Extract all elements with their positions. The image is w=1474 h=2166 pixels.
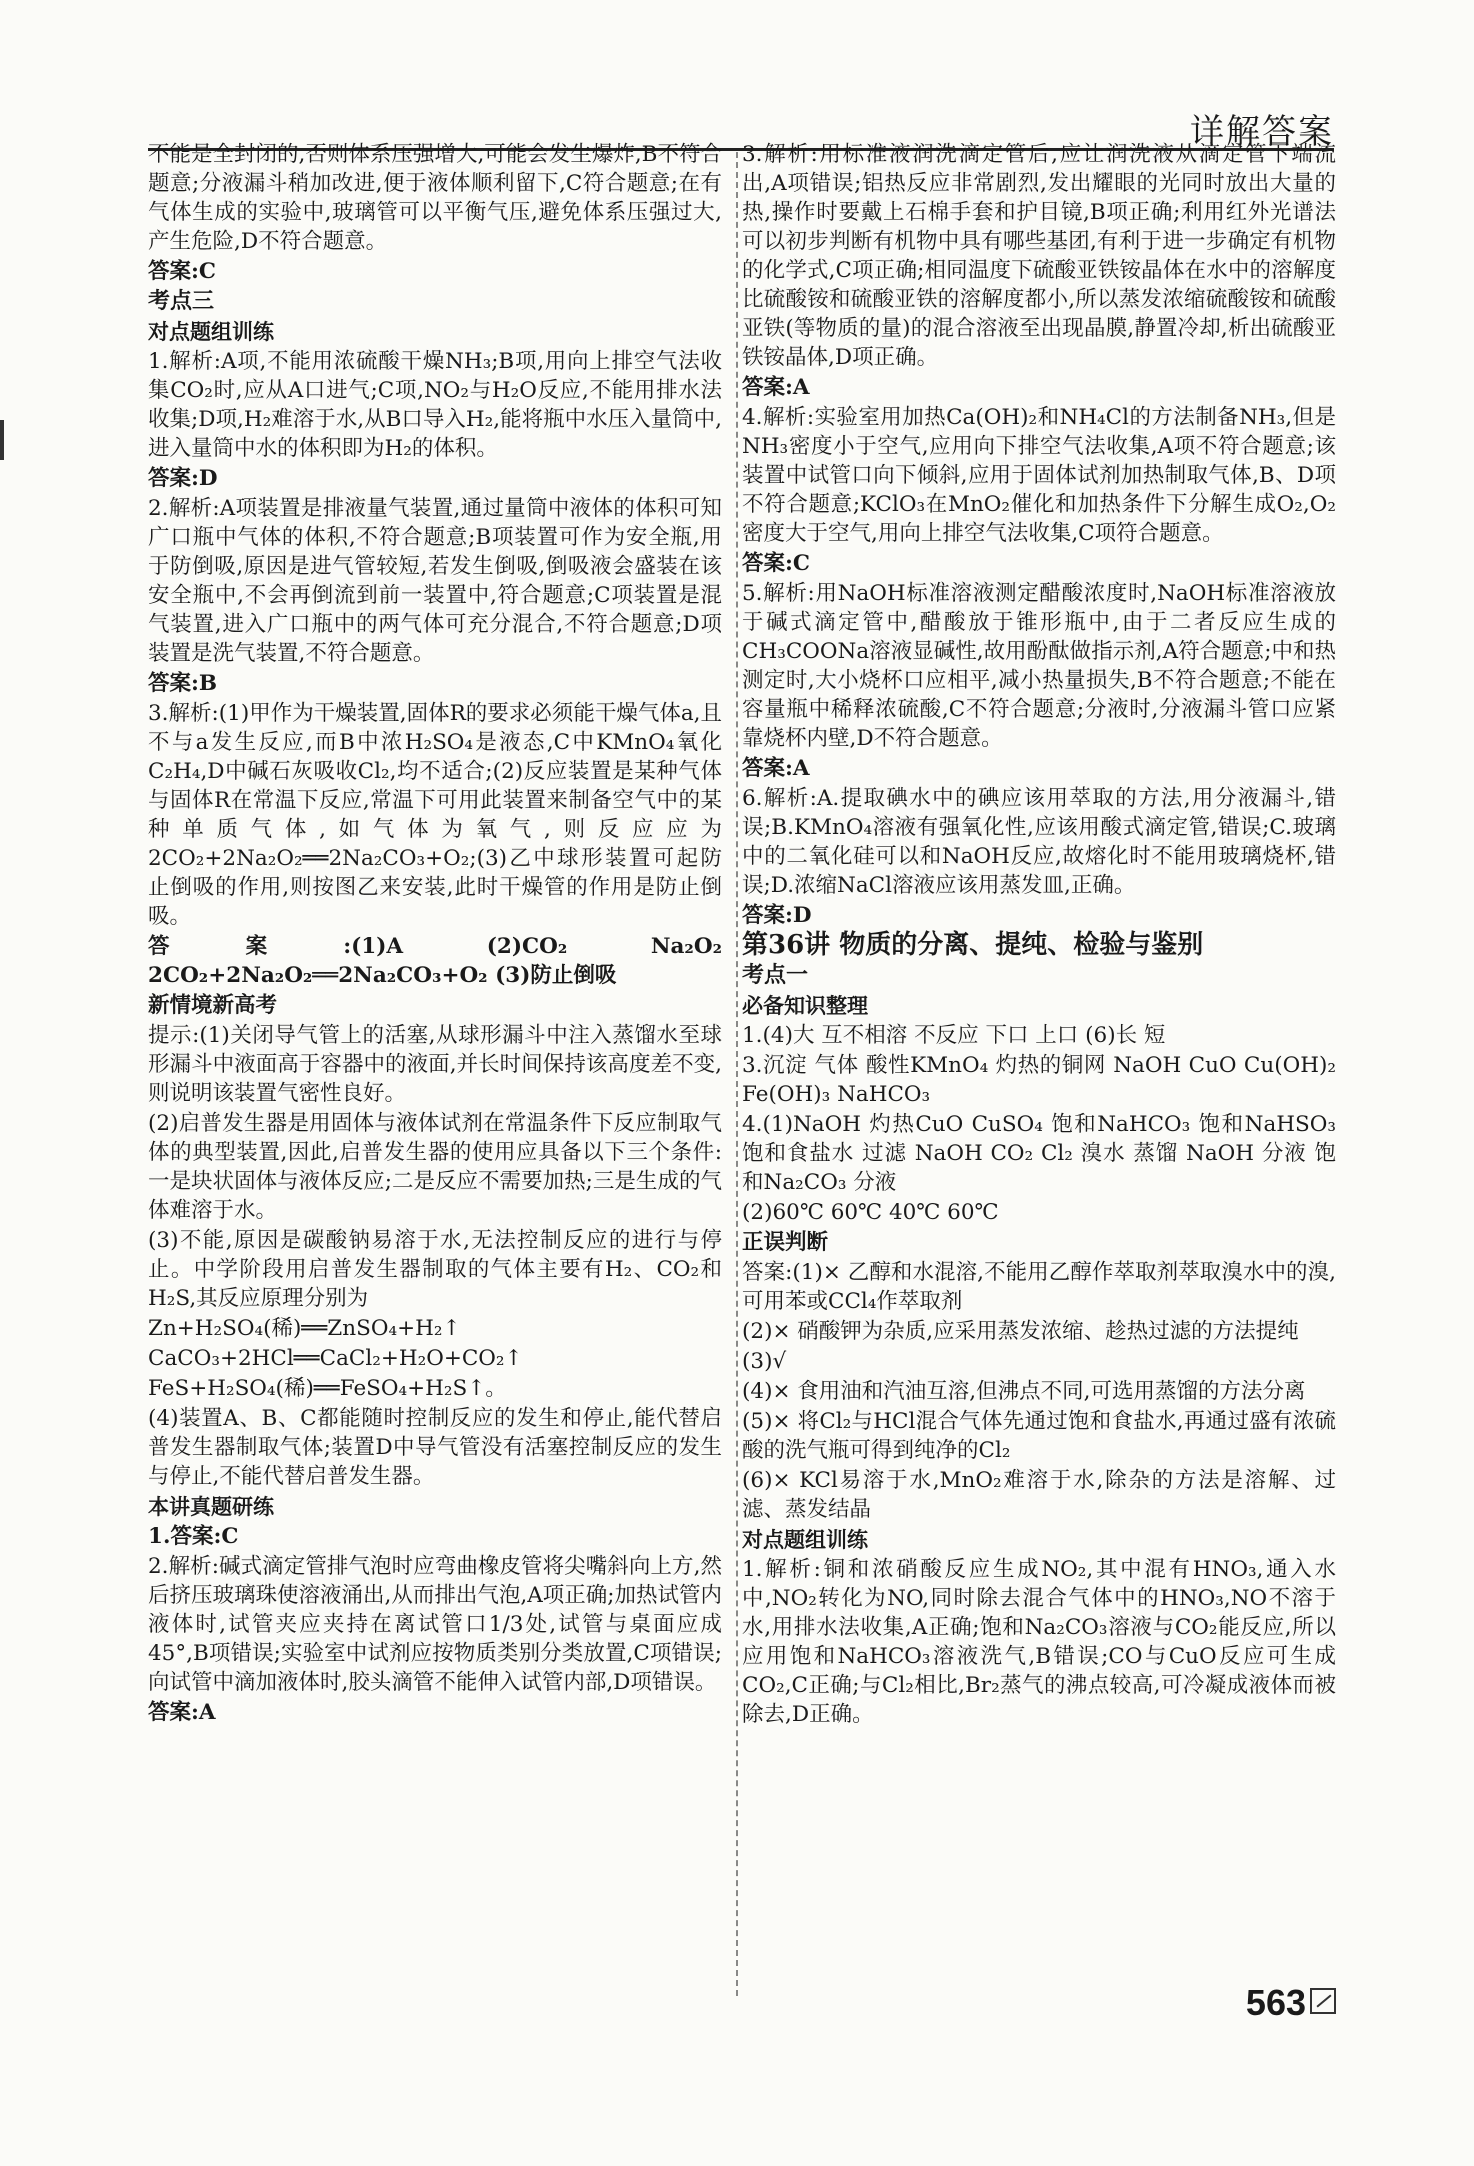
section-heading: 考点一	[742, 962, 809, 988]
paragraph: (2)60℃ 60℃ 40℃ 60℃	[742, 1200, 999, 1225]
subsection-heading: 对点题组训练	[742, 1527, 868, 1552]
paragraph: (5)× 将Cl₂与HCl混合气体先通过饱和食盐水,再通过盛有浓硫酸的洗气瓶可得到纯净的Cl₂	[742, 1409, 1336, 1463]
paragraph: 4.(1)NaOH 灼热CuO CuSO₄ 饱和NaHCO₃ 饱和NaHSO₃ 饱和食盐水 过滤 NaOH CO₂ Cl₂ 溴水 蒸馏 NaOH 分液 饱和Na₂CO₃ 分液	[742, 1112, 1336, 1195]
paragraph: Zn+H₂SO₄(稀)══ZnSO₄+H₂↑	[148, 1316, 461, 1341]
paragraph: FeS+H₂SO₄(稀)══FeSO₄+H₂S↑。	[148, 1376, 507, 1401]
paragraph: 3.解析:用标准液润洗滴定管后,应让润洗液从滴定管下端流出,A项错误;铝热反应非常剧烈,发出耀眼的光同时放出大量的热,操作时要戴上石棉手套和护目镜,B项正确;利用红外光谱法可以初步判断有机物中具有哪些基团,有利于进一步确定有机物的化学式,C项正确;相同温度下硫酸亚铁铵晶体在水中的溶解度比硫酸铵和硫酸亚铁的溶解度都小,所以蒸发浓缩硫酸铵和硫酸亚铁(等物质的量)的混合溶液至出现晶膜,静置冷却,析出硫酸亚铁铵晶体,D项正确。	[742, 142, 1336, 370]
lecture-title: 第36讲 物质的分离、提纯、检验与鉴别	[742, 930, 1204, 960]
paragraph: 1.(4)大 互不相溶 不反应 下口 上口 (6)长 短	[742, 1023, 1166, 1048]
paragraph: 3.解析:(1)甲作为干燥装置,固体R的要求必须能干燥气体a,且不与a发生反应,而B中浓H₂SO₄是液态,C中KMnO₄氧化C₂H₄,D中碱石灰吸收Cl₂,均不适合;(2)反应装置是某种气体与固体R在常温下反应,常温下可用此装置来制备空气中的某种单质气体,如气体为氧气,则反应应为2CO₂+2Na₂O₂══2Na₂CO₃+O₂;(3)乙中球形装置可起防止倒吸的作用,则按图乙来安装,此时干燥管的作用是防止倒吸。	[148, 701, 722, 929]
paragraph: (2)启普发生器是用固体与液体试剂在常温条件下反应制取气体的典型装置,因此,启普发生器的使用应具备以下三个条件:一是块状固体与液体反应;二是反应不需要加热;三是生成的气体难溶于水。	[148, 1111, 722, 1223]
paragraph: 4.解析:实验室用加热Ca(OH)₂和NH₄Cl的方法制备NH₃,但是NH₃密度小于空气,应用向下排空气法收集,A项不符合题意;该装置中试管口向下倾斜,应用于固体试剂加热制取气体,B、D项不符合题意;KClO₃在MnO₂催化和加热条件下分解生成O₂,O₂密度大于空气,用向上排空气法收集,C项符合题意。	[742, 405, 1336, 546]
edge-mark	[0, 420, 4, 460]
answer-line: 答案:A	[742, 375, 810, 400]
answer-line: 答案:B	[148, 671, 218, 696]
page-header-title: 详解答案	[1190, 112, 1334, 152]
answer-line: 答案:D	[742, 903, 812, 928]
paragraph: (2)× 硝酸钾为杂质,应采用蒸发浓缩、趁热过滤的方法提纯	[742, 1319, 1299, 1344]
paragraph: 2.解析:A项装置是排液量气装置,通过量筒中液体的体积可知广口瓶中气体的体积,不符合题意;B项装置可作为安全瓶,用于防倒吸,原因是进气管较短,若发生倒吸,倒吸液会盛装在该安全瓶中,不会再倒流到前一装置中,符合题意;C项装置是混气装置,进入广口瓶中的两气体可充分混合,不符合题意;D项装置是洗气装置,不符合题意。	[148, 496, 722, 666]
paragraph: 3.沉淀 气体 酸性KMnO₄ 灼热的铜网 NaOH CuO Cu(OH)₂ Fe(OH)₃ NaHCO₃	[742, 1053, 1336, 1107]
paragraph: 2.解析:碱式滴定管排气泡时应弯曲橡皮管将尖嘴斜向上方,然后挤压玻璃珠使溶液涌出,从而排出气泡,A项正确;加热试管内液体时,试管夹应夹持在离试管口1/3处,试管与桌面应成45°,B项错误;实验室中试剂应按物质类别分类放置,C项错误;向试管中滴加液体时,胶头滴管不能伸入试管内部,D项错误。	[148, 1554, 722, 1695]
paragraph: CaCO₃+2HCl══CaCl₂+H₂O+CO₂↑	[148, 1346, 523, 1371]
paragraph: 不能是全封闭的,否则体系压强增大,可能会发生爆炸,B不符合题意;分液漏斗稍加改进,便于液体顺利留下,C符合题意;在有气体生成的实验中,玻璃管可以平衡气压,避免体系压强过大,产生危险,D不符合题意。	[148, 142, 722, 254]
page-number: 563	[1245, 1982, 1306, 2023]
paragraph: (3)√	[742, 1349, 787, 1374]
paragraph: 提示:(1)关闭导气管上的活塞,从球形漏斗中注入蒸馏水至球形漏斗中液面高于容器中的液面,并长时间保持该高度差不变,则说明该装置气密性良好。	[148, 1023, 722, 1106]
paragraph: 答案:(1)× 乙醇和水混溶,不能用乙醇作萃取剂萃取溴水中的溴,可用苯或CCl₄作萃取剂	[742, 1260, 1336, 1314]
answer-line: 答案:D	[148, 466, 218, 491]
paragraph: 1.解析:铜和浓硝酸反应生成NO₂,其中混有HNO₃,通入水中,NO₂转化为NO,同时除去混合气体中的HNO₃,NO不溶于水,用排水法收集,A正确;饱和Na₂CO₃溶液与CO₂能反应,所以应用饱和NaHCO₃溶液洗气,B错误;CO与CuO反应可生成CO₂,C正确;与Cl₂相比,Br₂蒸气的沸点较高,可冷凝成液体而被除去,D正确。	[742, 1557, 1336, 1727]
left-column	[148, 140, 722, 1728]
paragraph: 6.解析:A.提取碘水中的碘应该用萃取的方法,用分液漏斗,错误;B.KMnO₄溶液有强氧化性,应该用酸式滴定管,错误;C.玻璃中的二氧化硅可以和NaOH反应,故熔化时不能用玻璃烧杯,错误;D.浓缩NaCl溶液应该用蒸发皿,正确。	[742, 786, 1336, 898]
block-label: 正误判断	[742, 1230, 829, 1255]
paragraph: 5.解析:用NaOH标准溶液测定醋酸浓度时,NaOH标准溶液放于碱式滴定管中,醋酸放于锥形瓶中,由于二者反应生成的CH₃COONa溶液显碱性,故用酚酞做指示剂,A符合题意;中和热测定时,大小烧杯口应相平,减小热量损失,B不符合题意;不能在容量瓶中稀释浓硫酸,C不符合题意;分液时,分液漏斗管口应紧靠烧杯内壁,D不符合题意。	[742, 581, 1336, 751]
answer-line: 答案:A	[742, 756, 810, 781]
page-corner-icon	[1310, 1988, 1336, 2014]
block-label: 新情境新高考	[148, 993, 278, 1018]
paragraph: (4)× 食用油和汽油互溶,但沸点不同,可选用蒸馏的方法分离	[742, 1379, 1306, 1404]
paragraph: (4)装置A、B、C都能随时控制反应的发生和停止,能代替启普发生器制取气体;装置D中导气管没有活塞控制反应的发生与停止,不能代替启普发生器。	[148, 1406, 722, 1489]
subsection-heading: 对点题组训练	[148, 319, 274, 344]
answer-line: 答案:C	[148, 259, 217, 284]
paragraph: (6)× KCl易溶于水,MnO₂难溶于水,除杂的方法是溶解、过滤、蒸发结晶	[742, 1468, 1336, 1522]
subsection-heading: 本讲真题研练	[148, 1494, 274, 1519]
answer-line: 答案:(1)A (2)CO₂ Na₂O₂ 2CO₂+2Na₂O₂══2Na₂CO₃+O₂ (3)防止倒吸	[148, 934, 722, 988]
paragraph: (3)不能,原因是碳酸钠易溶于水,无法控制反应的进行与停止。中学阶段用启普发生器制取的气体主要有H₂、CO₂和H₂S,其反应原理分别为	[148, 1228, 722, 1311]
answer-line: 1.答案:C	[148, 1524, 239, 1549]
section-heading: 考点三	[148, 288, 215, 314]
subsection-heading: 必备知识整理	[742, 993, 868, 1018]
answer-line: 答案:C	[742, 551, 811, 576]
paragraph: 1.解析:A项,不能用浓硫酸干燥NH₃;B项,用向上排空气法收集CO₂时,应从A口进气;C项,NO₂与H₂O反应,不能用排水法收集;D项,H₂难溶于水,从B口导入H₂,能将瓶中水压入量筒中,进入量筒中水的体积即为H₂的体积。	[148, 349, 722, 461]
answer-line: 答案:A	[148, 1700, 216, 1725]
column-divider	[736, 152, 738, 1996]
right-column	[742, 140, 1336, 1730]
